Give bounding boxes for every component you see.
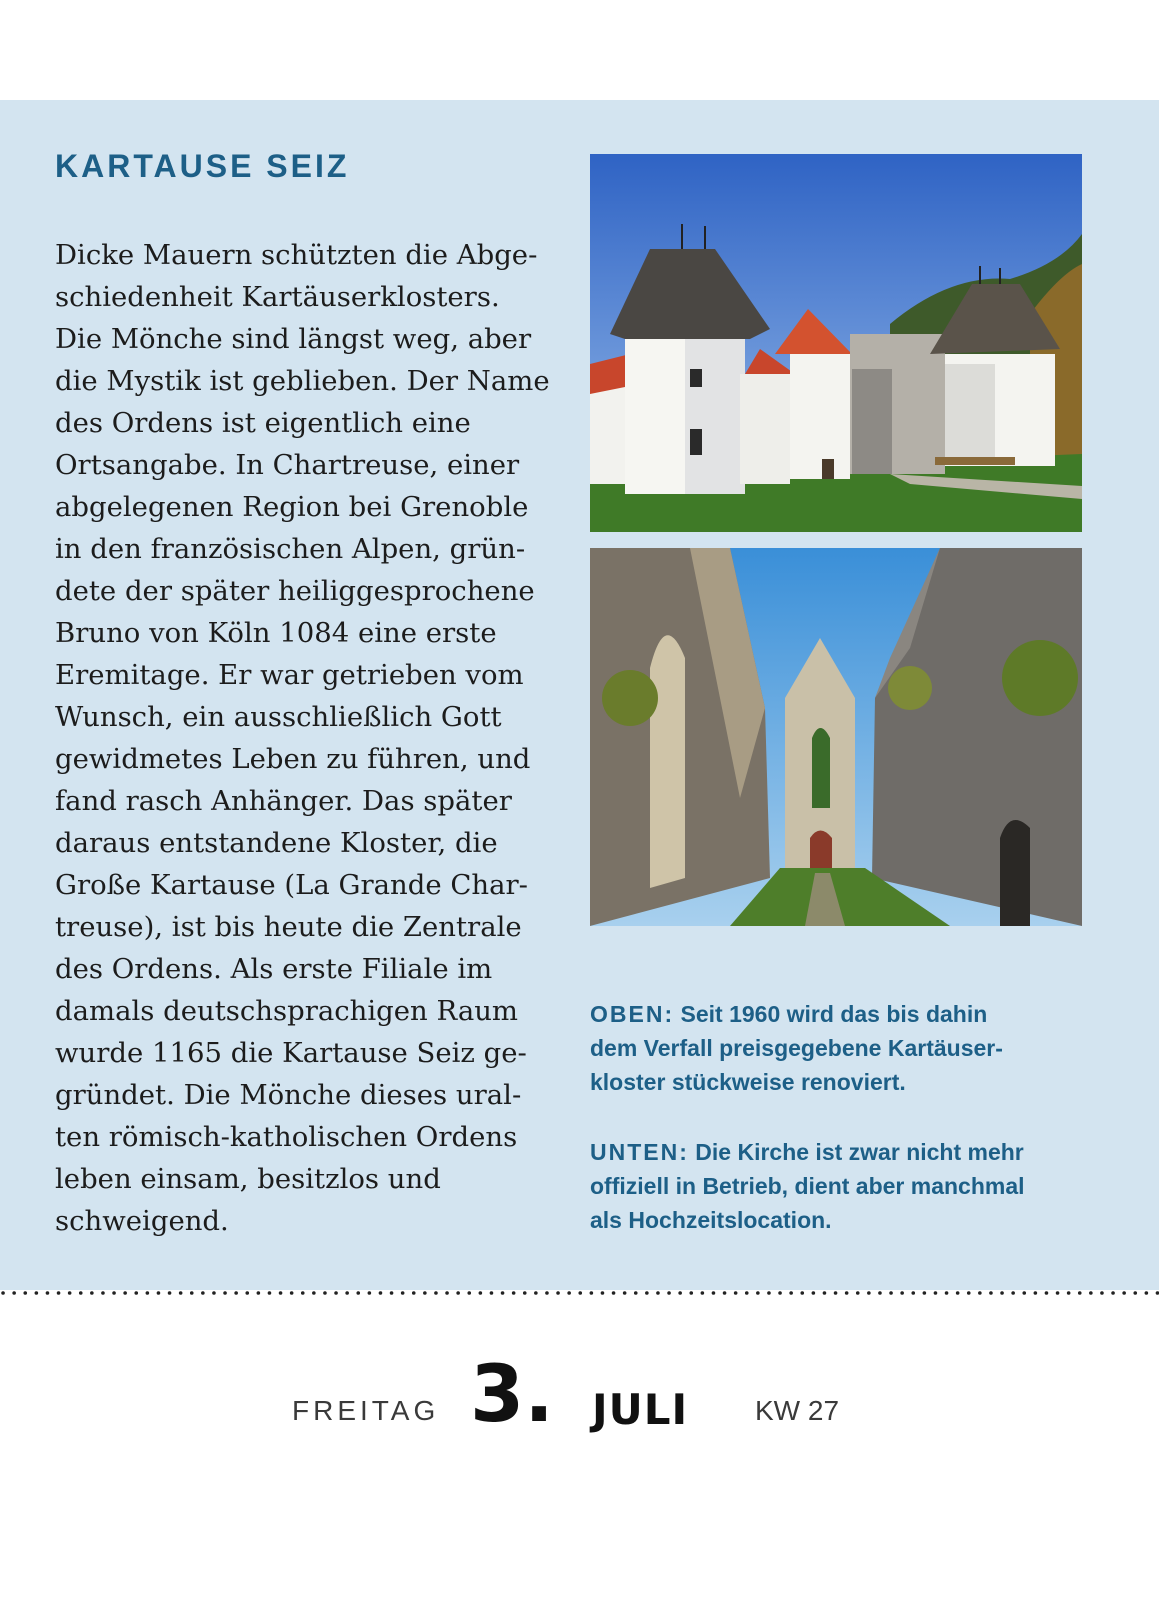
body-line: Dicke Mauern schützten die Abge- xyxy=(55,239,538,271)
church-ruin-illustration xyxy=(590,548,1082,926)
body-line: dete der später heiliggesprochene xyxy=(55,575,535,607)
body-line: gründet. Die Mönche dieses ural- xyxy=(55,1079,522,1111)
body-line: leben einsam, besitzlos und xyxy=(55,1163,441,1195)
body-line: in den französischen Alpen, grün- xyxy=(55,533,526,565)
body-line: daraus entstandene Kloster, die xyxy=(55,827,498,859)
body-line: des Ordens. Als erste Filiale im xyxy=(55,953,493,985)
body-line: Große Kartause (La Grande Char- xyxy=(55,869,528,901)
caption-top-label: OBEN: xyxy=(590,1001,675,1027)
body-line: wurde 1165 die Kartause Seiz ge- xyxy=(55,1037,527,1069)
article-title: KARTAUSE SEIZ xyxy=(55,148,350,184)
caption-bottom-line3: als Hochzeitslocation. xyxy=(590,1207,832,1233)
body-line: schiedenheit Kartäuserklosters. xyxy=(55,281,500,313)
dotted-divider xyxy=(0,1288,1159,1298)
monastery-illustration xyxy=(590,154,1082,532)
caption-bottom-line1: Die Kirche ist zwar nicht mehr xyxy=(695,1139,1024,1165)
body-line: Wunsch, ein ausschließlich Gott xyxy=(55,701,502,733)
monastery-photo xyxy=(590,154,1082,532)
body-line: schweigend. xyxy=(55,1205,229,1237)
calendar-week: KW 27 xyxy=(755,1395,840,1426)
body-line: damals deutschsprachigen Raum xyxy=(55,995,519,1027)
body-line: fand rasch Anhänger. Das später xyxy=(55,785,512,817)
body-line: die Mystik ist geblieben. Der Name xyxy=(55,365,550,397)
caption-top-line2: dem Verfall preisgegebene Kartäuser- xyxy=(590,1035,1003,1061)
article-body xyxy=(55,234,555,1242)
body-line: gewidmetes Leben zu führen, und xyxy=(55,743,531,775)
caption-bottom-line2: offiziell in Betrieb, dient aber manchmal xyxy=(590,1173,1025,1199)
caption-bottom xyxy=(590,1135,1090,1237)
caption-top xyxy=(590,997,1090,1099)
church-ruin-photo xyxy=(590,548,1082,926)
body-line: treuse), ist bis heute die Zentrale xyxy=(55,911,522,943)
date-line xyxy=(0,1350,1159,1465)
weekday: FREITAG xyxy=(292,1395,440,1426)
body-line: abgelegenen Region bei Grenoble xyxy=(55,491,529,523)
month: JULI xyxy=(592,1385,689,1434)
caption-bottom-label: UNTEN: xyxy=(590,1139,689,1165)
day-number: 3. xyxy=(470,1350,554,1440)
body-line: Die Mönche sind längst weg, aber xyxy=(55,323,532,355)
body-line: Ortsangabe. In Chartreuse, einer xyxy=(55,449,520,481)
body-line: des Ordens ist eigentlich eine xyxy=(55,407,471,439)
body-line: Eremitage. Er war getrieben vom xyxy=(55,659,524,691)
caption-top-line1: Seit 1960 wird das bis dahin xyxy=(680,1001,988,1027)
perforation-line xyxy=(0,1288,1159,1298)
body-line: Bruno von Köln 1084 eine erste xyxy=(55,617,497,649)
caption-top-line3: kloster stückweise renoviert. xyxy=(590,1069,906,1095)
body-line: ten römisch-katholischen Ordens xyxy=(55,1121,518,1153)
